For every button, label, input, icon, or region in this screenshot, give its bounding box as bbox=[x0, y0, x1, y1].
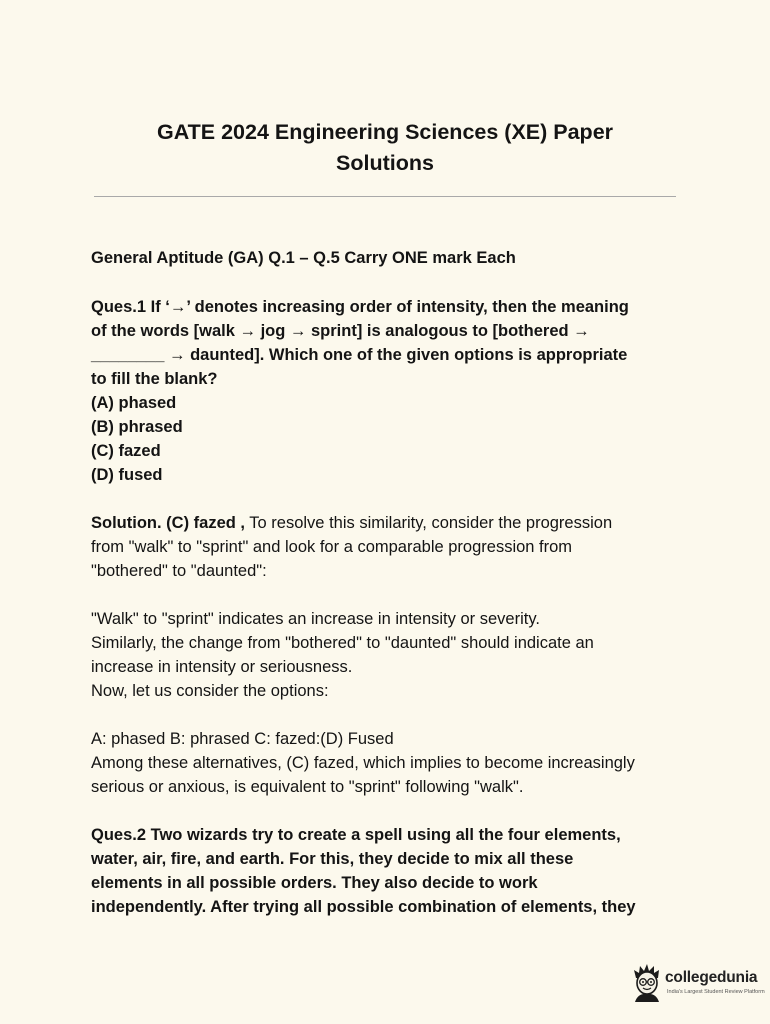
q1-option-b: (B) phrased bbox=[91, 418, 183, 436]
solution-para2-line-1: "Walk" to "sprint" indicates an increase in intensity or severity. bbox=[91, 610, 540, 628]
q1-option-d: (D) fused bbox=[91, 466, 163, 484]
solution-line-1-text: To resolve this similarity, consider the progression bbox=[245, 514, 613, 532]
solution-label: Solution. (C) fazed , bbox=[91, 514, 245, 532]
q1-option-c: (C) fazed bbox=[91, 442, 161, 460]
solution-line-1 bbox=[91, 513, 612, 533]
section-heading: General Aptitude (GA) Q.1 – Q.5 Carry ONE mark Each bbox=[91, 249, 516, 267]
collegedunia-logo bbox=[630, 962, 765, 1004]
page-title bbox=[0, 117, 770, 179]
solution-para2-line-3: increase in intensity or seriousness. bbox=[91, 658, 353, 676]
q2-line-3: elements in all possible orders. They also decide to work bbox=[91, 874, 538, 892]
solution-para3-line-2: Among these alternatives, (C) fazed, which implies to become increasingly bbox=[91, 754, 635, 772]
title-divider bbox=[94, 196, 676, 197]
logo-name: collegedunia bbox=[665, 969, 758, 986]
title-line-2: Solutions bbox=[336, 151, 434, 175]
q2-line-2: water, air, fire, and earth. For this, they decide to mix all these bbox=[91, 850, 574, 868]
logo-tagline: India's Largest Student Review Platform bbox=[667, 989, 765, 995]
solution-line-2: from "walk" to "sprint" and look for a comparable progression from bbox=[91, 538, 573, 556]
solution-para2-line-2: Similarly, the change from "bothered" to "daunted" should indicate an bbox=[91, 634, 594, 652]
solution-para3-line-1: A: phased B: phrased C: fazed:(D) Fused bbox=[91, 730, 394, 748]
q1-line-1: Ques.1 If ‘→’ denotes increasing order of intensity, then the meaning bbox=[91, 298, 629, 316]
q2-line-4: independently. After trying all possible combination of elements, they bbox=[91, 898, 636, 916]
solution-para3-line-3: serious or anxious, is equivalent to "sprint" following "walk". bbox=[91, 778, 524, 796]
collegedunia-mascot-icon bbox=[630, 962, 666, 1002]
q2-line-1: Ques.2 Two wizards try to create a spell using all the four elements, bbox=[91, 826, 621, 844]
q1-line-4: to fill the blank? bbox=[91, 370, 218, 388]
q1-option-a: (A) phased bbox=[91, 394, 177, 412]
q1-line-3: ________ → daunted]. Which one of the given options is appropriate bbox=[91, 346, 628, 364]
q1-line-2: of the words [walk → jog → sprint] is analogous to [bothered → bbox=[91, 322, 590, 340]
solution-line-3: "bothered" to "daunted": bbox=[91, 562, 267, 580]
title-line-1: GATE 2024 Engineering Sciences (XE) Paper bbox=[156, 120, 614, 144]
solution-para2-line-4: Now, let us consider the options: bbox=[91, 682, 329, 700]
